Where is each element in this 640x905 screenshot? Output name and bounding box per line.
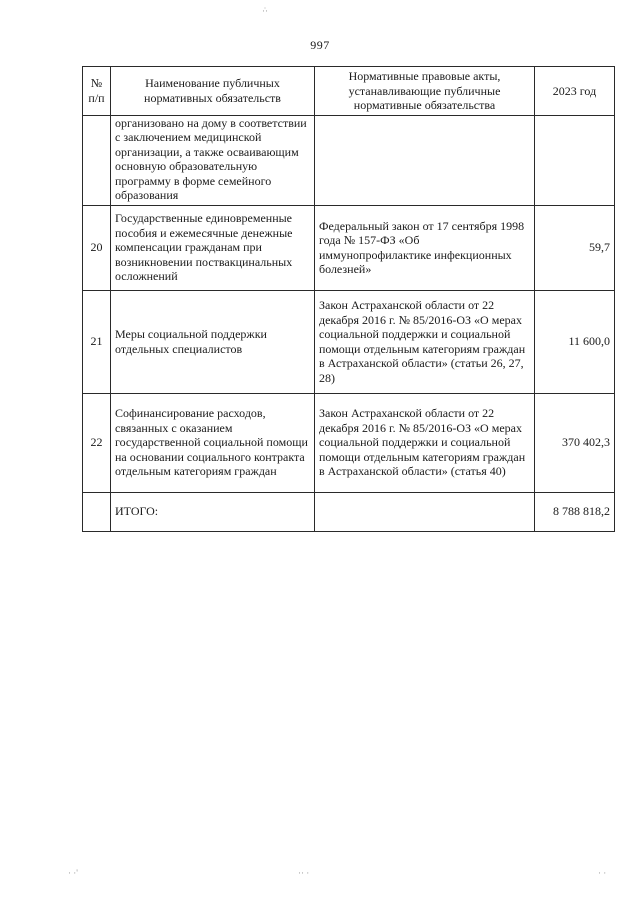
row-name: Государственные единовременные пособия и ежемесячные денежные компенсации гражданам при возникновении поствакцинальных осложнений <box>111 205 315 290</box>
scan-artifact-bottom-right: · · <box>598 868 607 878</box>
total-act-cell <box>315 492 535 531</box>
scan-artifact-bottom-left: · ·' <box>68 868 78 878</box>
row-act <box>315 115 535 205</box>
header-acts: Нормативные правовые акты, устанавливающие публичные нормативные обязательства <box>315 67 535 116</box>
header-num: № п/п <box>83 67 111 116</box>
row-num: 21 <box>83 290 111 393</box>
row-name: Софинансирование расходов, связанных с оказанием государственной социальной помощи на основании социального контракта отдельным категориям граждан <box>111 393 315 492</box>
scan-artifact-bottom-mid: ·· · <box>298 868 310 878</box>
page-number: 997 <box>310 38 330 52</box>
table-row <box>83 393 615 492</box>
row-amount <box>535 115 615 205</box>
total-amount: 8 788 818,2 <box>535 492 615 531</box>
total-row <box>83 492 615 531</box>
row-act: Закон Астраханской области от 22 декабря 2016 г. № 85/2016-ОЗ «О мерах социальной поддержки и социальной помощи отдельным категориям граждан в Астраханской области» (статьи 26, 27, 28) <box>315 290 535 393</box>
row-name: Меры социальной поддержки отдельных специалистов <box>111 290 315 393</box>
table-header-row <box>83 67 615 116</box>
row-act: Федеральный закон от 17 сентября 1998 года № 157-ФЗ «Об иммунопрофилактике инфекционных болезней» <box>315 205 535 290</box>
header-year: 2023 год <box>535 67 615 116</box>
row-num: 22 <box>83 393 111 492</box>
header-name: Наименование публичных нормативных обязательств <box>111 67 315 116</box>
obligations-table <box>82 66 615 532</box>
total-num-cell <box>83 492 111 531</box>
scan-artifact-top: ·̇· <box>262 6 268 16</box>
table-row <box>83 115 615 205</box>
row-name: организовано на дому в соответствии с заключением медицинской организации, а также осваивающим основную образовательную программу в форме семейного образования <box>111 115 315 205</box>
row-amount: 59,7 <box>535 205 615 290</box>
table-row <box>83 290 615 393</box>
total-label: ИТОГО: <box>111 492 315 531</box>
row-amount: 11 600,0 <box>535 290 615 393</box>
row-num: 20 <box>83 205 111 290</box>
table-row <box>83 205 615 290</box>
row-amount: 370 402,3 <box>535 393 615 492</box>
row-act: Закон Астраханской области от 22 декабря 2016 г. № 85/2016-ОЗ «О мерах социальной поддержки и социальной помощи отдельным категориям граждан в Астраханской области» (статья 40) <box>315 393 535 492</box>
row-num <box>83 115 111 205</box>
